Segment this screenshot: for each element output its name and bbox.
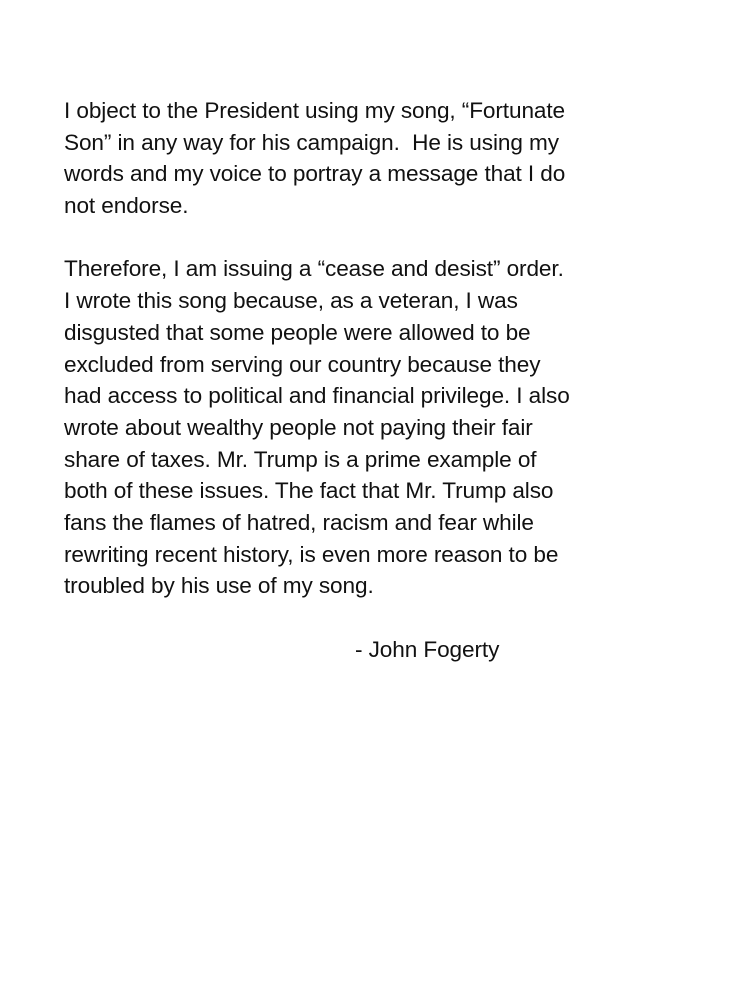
- text-line: Son” in any way for his campaign. He is using my: [64, 129, 559, 155]
- text-line: I object to the President using my song, “Fortunate: [64, 98, 566, 123]
- signature-gap: [64, 602, 684, 634]
- text-line: not endorse.: [64, 193, 189, 219]
- paragraph-gap: [64, 222, 684, 254]
- text-line: I wrote this song because, as a veteran, I was: [64, 288, 518, 314]
- paragraph-2: [64, 253, 684, 602]
- text-line: share of taxes. Mr. Trump is a prime example of: [64, 446, 537, 472]
- text-line: rewriting recent history, is even more reason to be: [64, 541, 559, 567]
- text-line: words and my voice to portray a message that I do: [64, 161, 566, 187]
- paragraph-1: [64, 95, 684, 222]
- text-line: wrote about wealthy people not paying their fair: [64, 414, 533, 440]
- text-line: fans the flames of hatred, racism and fear while: [64, 509, 534, 535]
- signature: - John Fogerty: [355, 636, 500, 662]
- text-line: troubled by his use of my song.: [64, 573, 374, 599]
- text-line: disgusted that some people were allowed to be: [64, 319, 531, 345]
- text-line: had access to political and financial privilege. I also: [64, 383, 570, 409]
- text-line: both of these issues. The fact that Mr. Trump also: [64, 478, 554, 504]
- statement-text: [64, 95, 684, 665]
- text-line: excluded from serving our country because they: [64, 351, 541, 377]
- text-line: Therefore, I am issuing a “cease and desist” order.: [64, 256, 564, 282]
